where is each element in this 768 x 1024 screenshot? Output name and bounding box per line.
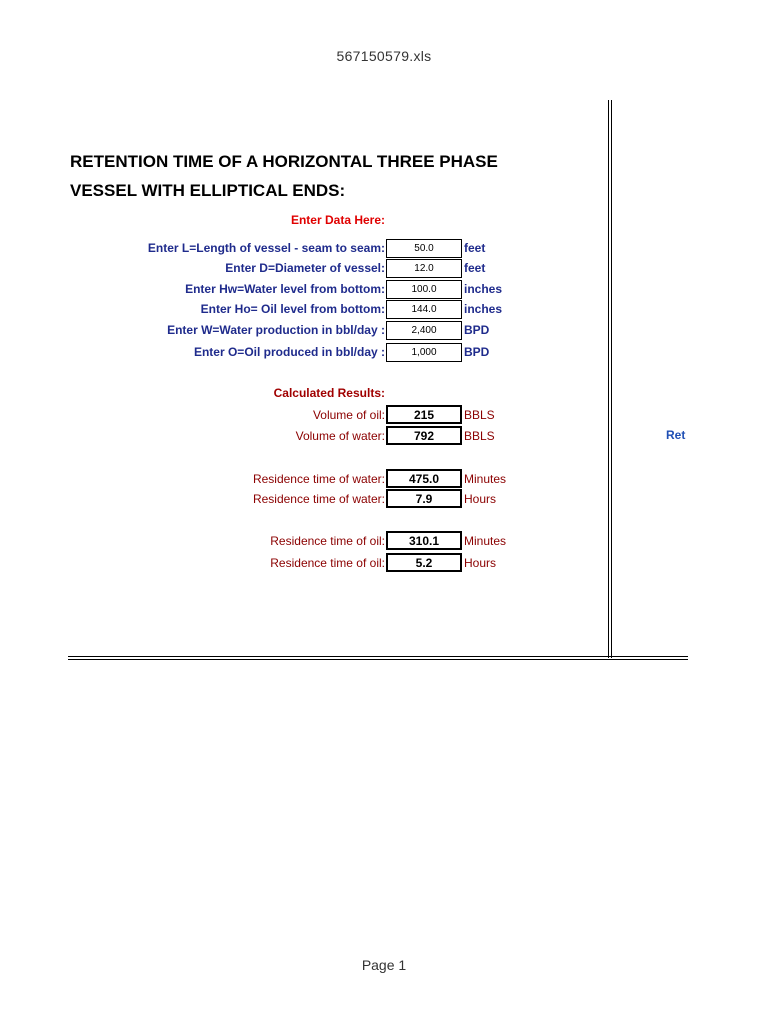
file-name: 567150579.xls	[336, 48, 432, 64]
input-unit-diameter: feet	[464, 261, 486, 275]
result-unit-water-hours: Hours	[464, 492, 497, 506]
input-cell-oil-production[interactable]: 1,000	[386, 343, 462, 362]
result-unit-volume-oil: BBLS	[464, 408, 495, 422]
result-label-oil-hours: Residence time of oil:	[270, 556, 385, 570]
page-number: Page 1	[361, 957, 407, 973]
sheet-border-vertical-2	[611, 100, 612, 658]
sheet-border-horizontal-2	[68, 659, 688, 660]
input-cell-water-production[interactable]: 2,400	[386, 321, 462, 340]
result-cell-water-minutes: 475.0	[386, 469, 462, 488]
input-label-length: Enter L=Length of vessel - seam to seam:	[147, 241, 385, 255]
result-label-water-hours: Residence time of water:	[252, 492, 385, 506]
input-label-oil-level: Enter Ho= Oil level from bottom:	[200, 302, 385, 316]
sheet-border-horizontal-1	[68, 656, 688, 657]
input-cell-length[interactable]: 50.0	[386, 239, 462, 258]
input-cell-oil-level[interactable]: 144.0	[386, 300, 462, 319]
sheet-border-vertical-1	[608, 100, 609, 658]
sheet-title-line-2: VESSEL WITH ELLIPTICAL ENDS:	[70, 181, 346, 200]
input-section-heading: Enter Data Here:	[290, 213, 385, 227]
sheet-title-line-1: RETENTION TIME OF A HORIZONTAL THREE PHASE	[70, 152, 498, 171]
input-label-water-level: Enter Hw=Water level from bottom:	[185, 282, 385, 296]
result-unit-oil-minutes: Minutes	[464, 534, 507, 548]
result-cell-volume-water: 792	[386, 426, 462, 445]
input-label-water-production: Enter W=Water production in bbl/day :	[167, 323, 385, 337]
input-label-oil-production: Enter O=Oil produced in bbl/day :	[193, 345, 385, 359]
input-cell-water-level[interactable]: 100.0	[386, 280, 462, 299]
result-cell-oil-minutes: 310.1	[386, 531, 462, 550]
result-label-volume-water: Volume of water:	[295, 429, 385, 443]
input-cell-diameter[interactable]: 12.0	[386, 259, 462, 278]
result-cell-volume-oil: 215	[386, 405, 462, 424]
result-cell-oil-hours: 5.2	[386, 553, 462, 572]
result-label-oil-minutes: Residence time of oil:	[270, 534, 385, 548]
input-unit-oil-level: inches	[464, 302, 503, 316]
result-unit-volume-water: BBLS	[464, 429, 495, 443]
input-unit-oil-production: BPD	[464, 345, 490, 359]
input-unit-water-production: BPD	[464, 323, 490, 337]
input-label-diameter: Enter D=Diameter of vessel:	[225, 261, 385, 275]
result-unit-water-minutes: Minutes	[464, 472, 507, 486]
input-unit-water-level: inches	[464, 282, 503, 296]
result-label-volume-oil: Volume of oil:	[312, 408, 385, 422]
result-unit-oil-hours: Hours	[464, 556, 497, 570]
results-section-heading: Calculated Results:	[273, 386, 385, 400]
result-cell-water-hours: 7.9	[386, 489, 462, 508]
result-label-water-minutes: Residence time of water:	[252, 472, 385, 486]
input-unit-length: feet	[464, 241, 486, 255]
truncated-side-text: Ret	[666, 428, 686, 442]
